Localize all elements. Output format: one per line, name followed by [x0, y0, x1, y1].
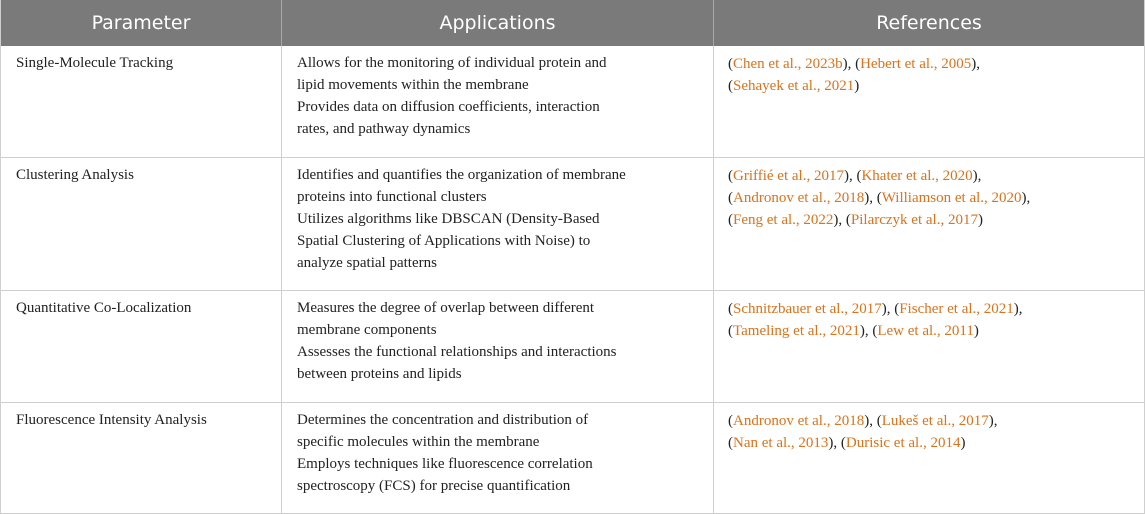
- applications-cell: [282, 291, 714, 402]
- citation-punctuation: ), (: [864, 413, 882, 429]
- application-line: analyze spatial patterns: [297, 255, 437, 271]
- application-line: specific molecules within the membrane: [297, 434, 540, 450]
- citation-link[interactable]: Feng et al., 2022: [733, 212, 834, 228]
- application-line: Utilizes algorithms like DBSCAN (Density-Based: [297, 211, 600, 227]
- citation-link[interactable]: Sehayek et al., 2021: [733, 78, 855, 94]
- reference-line: [728, 53, 1136, 75]
- application-line: Allows for the monitoring of individual protein and: [297, 55, 607, 71]
- reference-line: [728, 75, 1136, 97]
- citation-link[interactable]: Durisic et al., 2014: [845, 435, 961, 451]
- citation-link[interactable]: Williamson et al., 2020: [881, 190, 1022, 206]
- applications-cell: [282, 158, 714, 290]
- citation-punctuation: (: [728, 413, 733, 429]
- references-cell: [714, 46, 1144, 157]
- citation-punctuation: (: [728, 435, 733, 451]
- table-row: [1, 403, 1144, 513]
- citation-punctuation: ), (: [864, 190, 882, 206]
- citation-link[interactable]: Lukeš et al., 2017: [881, 413, 989, 429]
- citation-punctuation: (: [728, 212, 733, 228]
- applications-cell: [282, 46, 714, 157]
- citation-punctuation: (: [728, 323, 733, 339]
- citation-link[interactable]: Hebert et al., 2005: [860, 56, 972, 72]
- application-line: Identifies and quantifies the organization of membrane: [297, 167, 626, 183]
- application-line: rates, and pathway dynamics: [297, 121, 471, 137]
- citation-punctuation: ),: [1013, 301, 1023, 317]
- citation-punctuation: ),: [971, 56, 981, 72]
- reference-line: [728, 298, 1136, 320]
- citation-punctuation: ), (: [833, 212, 851, 228]
- application-line: Assesses the functional relationships and interactions: [297, 344, 617, 360]
- citation-punctuation: (: [728, 56, 733, 72]
- citation-link[interactable]: Chen et al., 2023b: [733, 56, 843, 72]
- application-line: lipid movements within the membrane: [297, 77, 529, 93]
- citation-punctuation: ),: [972, 168, 982, 184]
- citation-punctuation: ): [973, 323, 979, 339]
- application-line: membrane components: [297, 322, 437, 338]
- header-parameter: Parameter: [1, 0, 282, 46]
- reference-line: [728, 165, 1136, 187]
- citation-link[interactable]: Andronov et al., 2018: [733, 190, 865, 206]
- application-line: Determines the concentration and distribution of: [297, 412, 589, 428]
- references-cell: [714, 291, 1144, 402]
- parameter-cell: Single-Molecule Tracking: [1, 46, 282, 157]
- citation-punctuation: (: [728, 190, 733, 206]
- application-line: proteins into functional clusters: [297, 189, 487, 205]
- table-row: [1, 291, 1144, 403]
- citation-link[interactable]: Griffié et al., 2017: [733, 168, 844, 184]
- citation-punctuation: ), (: [828, 435, 846, 451]
- application-line: Spatial Clustering of Applications with Noise) to: [297, 233, 591, 249]
- citation-punctuation: ),: [1021, 190, 1031, 206]
- citation-punctuation: ), (: [881, 301, 900, 317]
- table-row: [1, 46, 1144, 158]
- header-references: References: [876, 12, 982, 34]
- citation-punctuation: ): [977, 212, 983, 228]
- reference-line: [728, 320, 1136, 342]
- header-applications: Applications: [282, 0, 714, 46]
- citation-punctuation: ), (: [842, 56, 861, 72]
- citation-punctuation: ): [960, 435, 966, 451]
- reference-line: [728, 187, 1136, 209]
- reference-line: [728, 410, 1136, 432]
- parameter-cell: Fluorescence Intensity Analysis: [1, 403, 282, 513]
- table-body: [1, 46, 1144, 513]
- references-cell: [714, 403, 1144, 513]
- application-line: between proteins and lipids: [297, 366, 462, 382]
- reference-line: [728, 432, 1136, 454]
- application-line: Measures the degree of overlap between different: [297, 300, 595, 316]
- parameter-cell: Quantitative Co-Localization: [1, 291, 282, 402]
- citation-link[interactable]: Schnitzbauer et al., 2017: [733, 301, 882, 317]
- references-cell: [714, 158, 1144, 290]
- citation-link[interactable]: Fischer et al., 2021: [899, 301, 1014, 317]
- applications-cell: [282, 403, 714, 513]
- table-row: [1, 158, 1144, 291]
- citation-link[interactable]: Lew et al., 2011: [877, 323, 974, 339]
- reference-line: [728, 209, 1136, 231]
- citation-link[interactable]: Pilarczyk et al., 2017: [850, 212, 978, 228]
- application-line: spectroscopy (FCS) for precise quantification: [297, 478, 571, 494]
- application-line: Provides data on diffusion coefficients, interaction: [297, 99, 600, 115]
- citation-punctuation: (: [728, 168, 733, 184]
- citation-punctuation: ): [854, 78, 860, 94]
- citation-link[interactable]: Nan et al., 2013: [733, 435, 829, 451]
- citation-link[interactable]: Khater et al., 2020: [861, 168, 973, 184]
- citation-punctuation: ), (: [859, 323, 878, 339]
- table-header: [1, 0, 1144, 46]
- application-line: Employs techniques like fluorescence correlation: [297, 456, 593, 472]
- citation-link[interactable]: Andronov et al., 2018: [733, 413, 865, 429]
- citation-punctuation: (: [728, 301, 733, 317]
- citation-punctuation: ),: [988, 413, 998, 429]
- citation-punctuation: (: [728, 78, 733, 94]
- citation-punctuation: ), (: [843, 168, 862, 184]
- parameter-cell: Clustering Analysis: [1, 158, 282, 290]
- citation-link[interactable]: Tameling et al., 2021: [733, 323, 860, 339]
